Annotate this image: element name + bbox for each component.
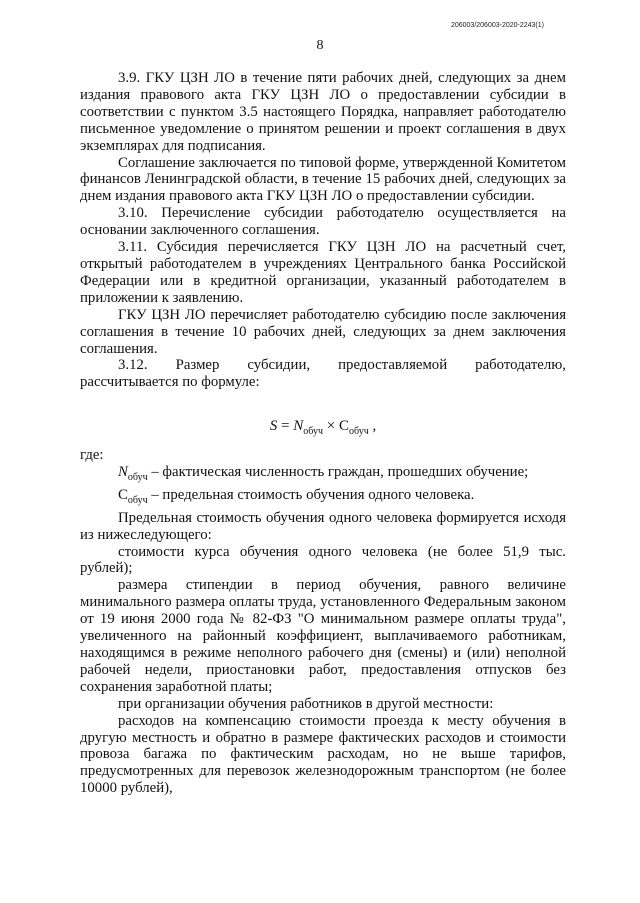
formula-n-sub: обуч <box>303 426 323 438</box>
paragraph-max-cost: Предельная стоимость обучения одного человека формируется исходя из нижеследующего: <box>80 509 566 543</box>
formula-c-symbol: С <box>338 418 349 435</box>
def-n-symbol: N <box>118 464 128 481</box>
paragraph-other-location: при организации обучения работников в другой местности: <box>118 695 494 712</box>
paragraph-3-12: 3.12. Размер субсидии, предоставляемой работодателю, рассчитывается по формуле: <box>80 357 566 391</box>
def-c-text: – предельная стоимость обучения одного человека. <box>147 486 475 503</box>
definition-c <box>80 487 566 510</box>
formula-n-symbol: N <box>293 418 304 435</box>
formula-times: × <box>323 418 339 435</box>
formula-equals: = <box>277 418 294 435</box>
def-n-text: – фактическая численность граждан, прошедших обучение; <box>147 464 529 481</box>
paragraph-agreement: Соглашение заключается по типовой форме, утвержденной Комитетом финансов Ленинградской области, в течение 15 рабочих дней, следующих за днем издания правового акта ГКУ ЦЗН ЛО о предоставлении субсидии. <box>80 154 566 205</box>
paragraph-travel: расходов на компенсацию стоимости проезда к месту обучения в другую местность и обратно в размере фактических расходов и стоимости провоза багажа по фактическим расходам, но не выше тарифов, предусмотренных для перевозок железнодорожным транспортом (не более 10000 рублей), <box>80 712 566 797</box>
document-body <box>80 70 566 797</box>
formula-c-sub: обуч <box>348 426 369 438</box>
def-c-sub: обуч <box>127 494 148 506</box>
document-id: 206003/206003-2020-2243(1) <box>450 22 544 29</box>
page-number: 8 <box>316 38 324 53</box>
paragraph-3-9: 3.9. ГКУ ЦЗН ЛО в течение пяти рабочих дней, следующих за днем издания правового акта ГКУ ЦЗН ЛО о предоставлении субсидии в соответствии с пунктом 3.5 настоящего Порядка, направляет работодателю письменное уведомление о принятом решении и проект соглашения в двух экземплярах для подписания. <box>80 70 566 154</box>
formula-tail: , <box>368 418 377 435</box>
subsidy-formula <box>80 418 566 441</box>
def-c-symbol: С <box>118 486 128 503</box>
where-label: где: <box>80 447 104 464</box>
definition-n <box>80 464 566 487</box>
paragraph-3-11: 3.11. Субсидия перечисляется ГКУ ЦЗН ЛО на расчетный счет, открытый работодателем в учреждениях Центрального банка Российской Федерации или в кредитной организации, указанный работодателем в приложении к заявлению. <box>80 239 566 306</box>
paragraph-transfer: ГКУ ЦЗН ЛО перечисляет работодателю субсидию после заключения соглашения в течение 10 рабочих дней, следующих за днем заключения соглашения. <box>80 306 566 357</box>
paragraph-course-cost: стоимости курса обучения одного человека (не более 51,9 тыс. рублей); <box>80 543 566 577</box>
formula-lhs: S <box>269 418 278 435</box>
def-n-sub: обуч <box>127 471 148 483</box>
paragraph-stipend: размера стипендии в период обучения, равного величине минимального размера оплаты труда, установленного Федеральным законом от 19 июня 2000 года № 82-ФЗ "О минимальном размере оплаты труда", увеличенного на районный коэффициент, выплачиваемого работникам, находящимся в режиме неполного рабочего дня (смены) и (или) неполной рабочей недели, приостановки работ, предоставления отпусков без сохранения заработной платы; <box>80 577 566 695</box>
paragraph-3-10: 3.10. Перечисление субсидии работодателю осуществляется на основании заключенного соглашения. <box>80 205 566 239</box>
